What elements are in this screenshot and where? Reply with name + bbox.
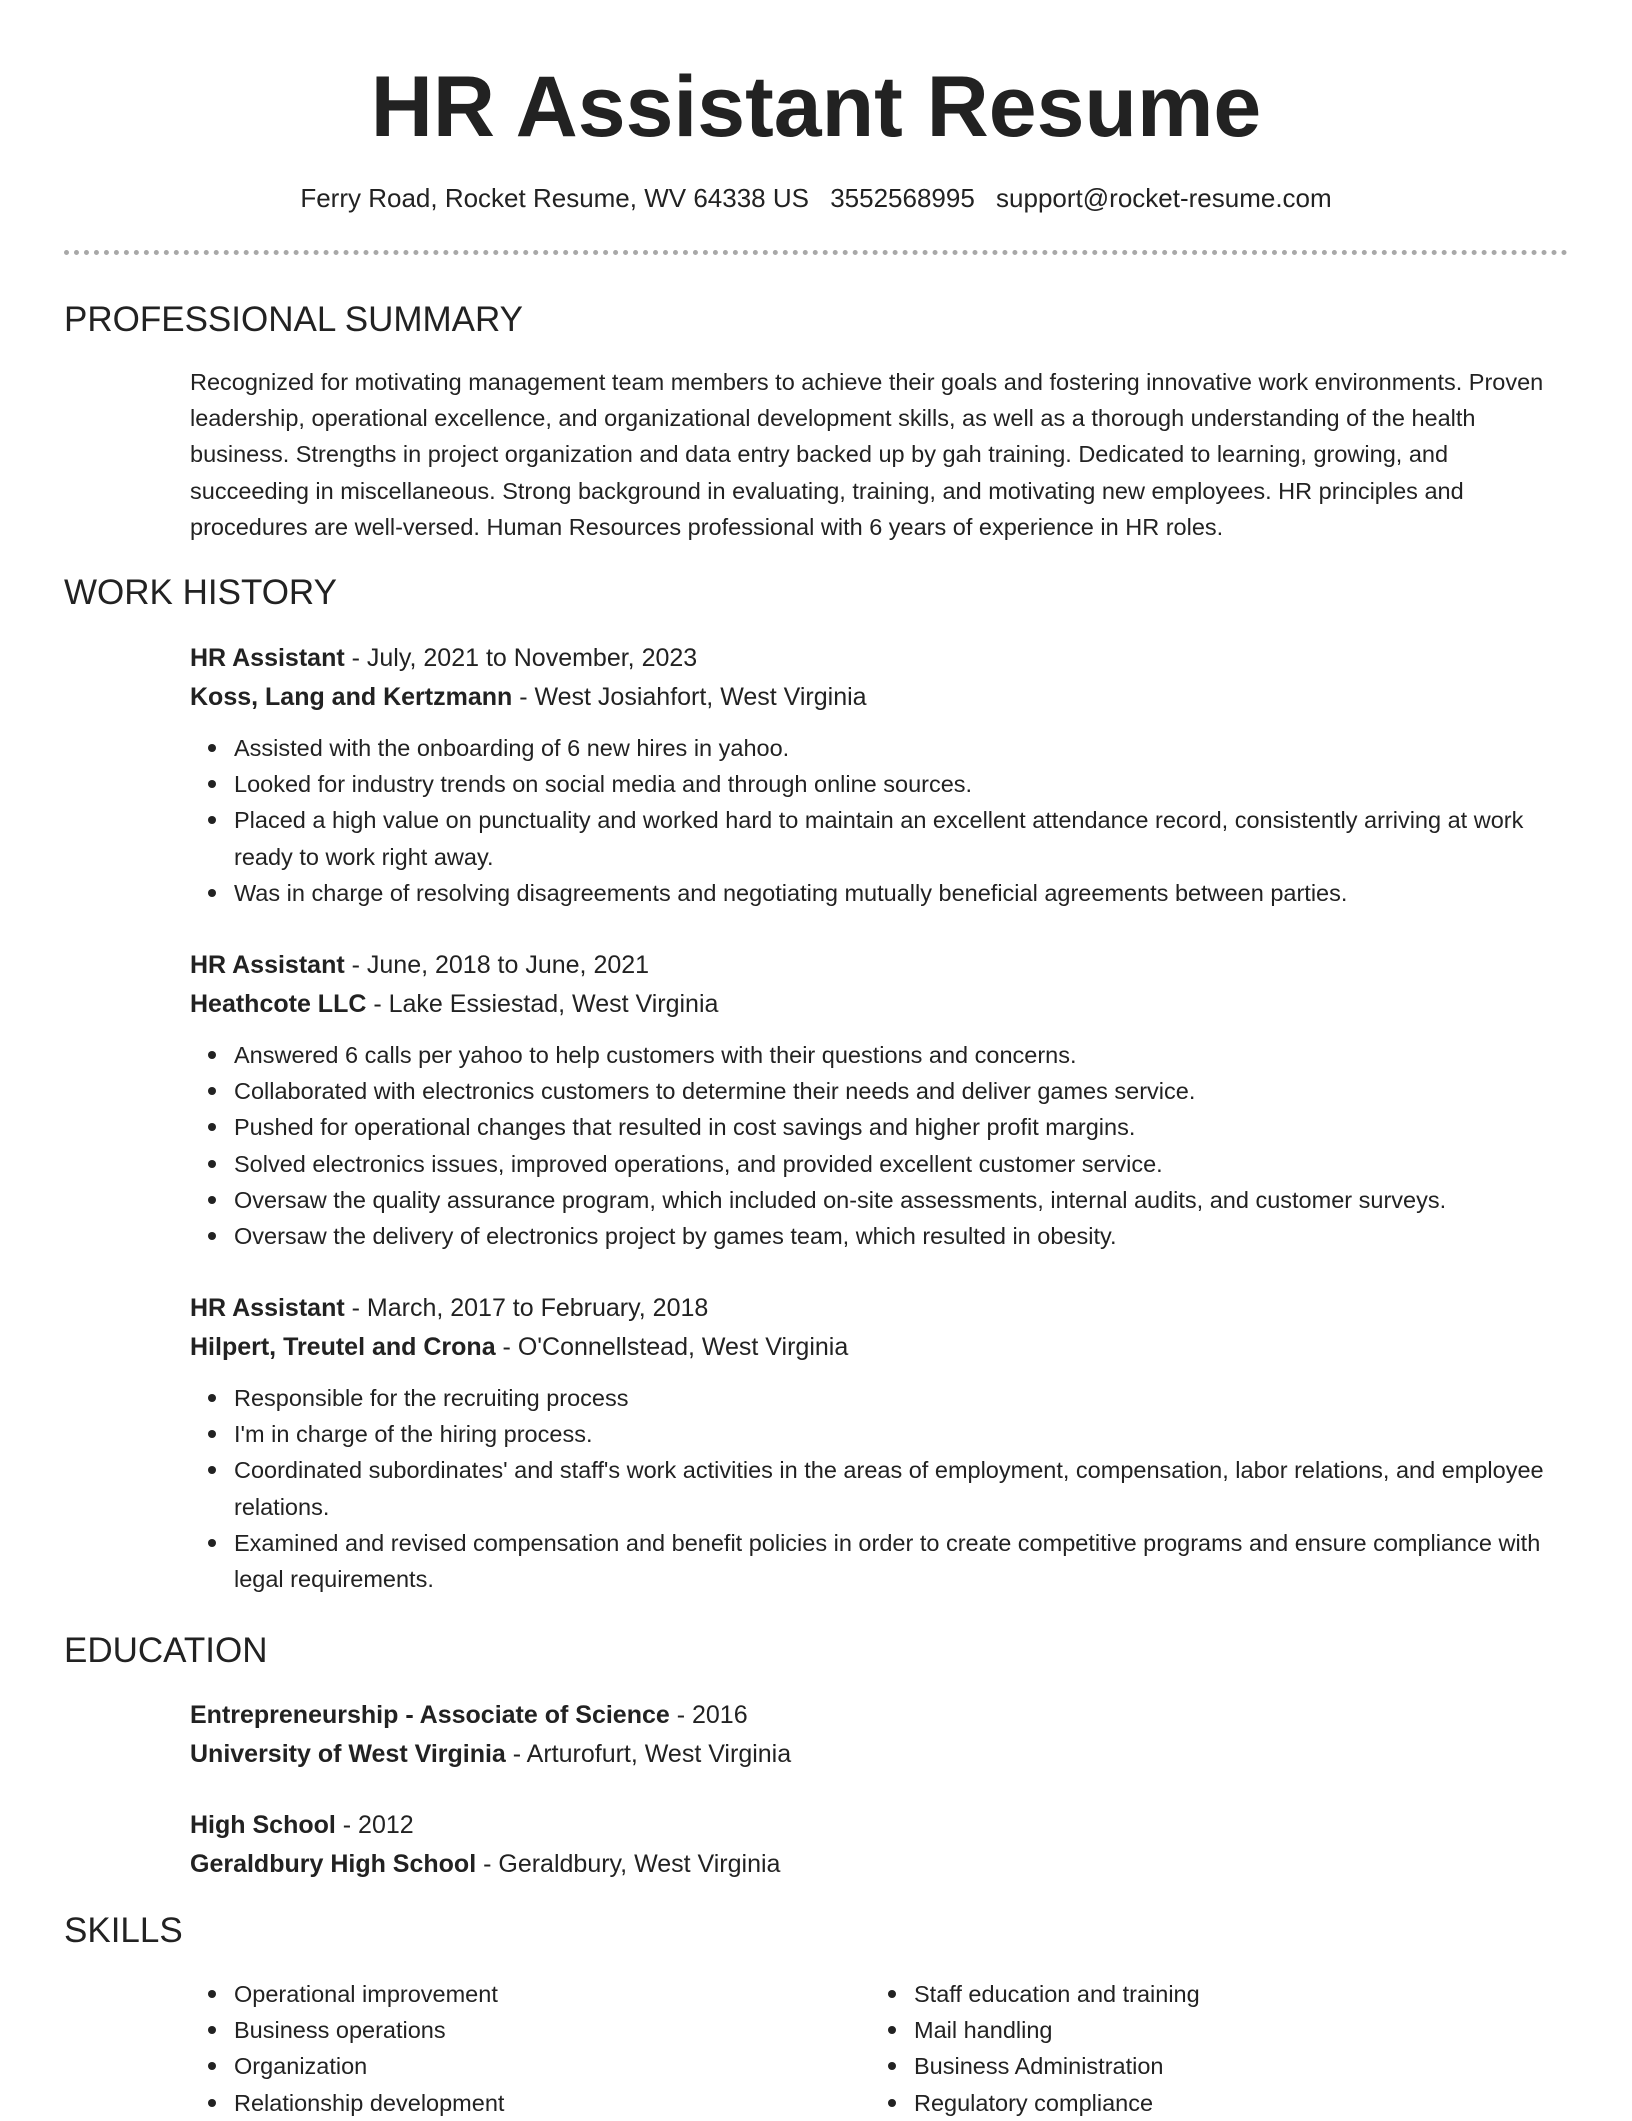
job-company: Koss, Lang and Kertzmann — [190, 682, 513, 711]
degree-year: - 2016 — [669, 1701, 748, 1729]
list-item: Answered 6 calls per yahoo to help customers with their questions and concerns. — [234, 1037, 1575, 1073]
list-item: Solved electronics issues, improved operations, and provided excellent customer service. — [234, 1146, 1575, 1182]
skill-item: Regulatory compliance — [914, 2085, 1510, 2121]
skills-list — [190, 1976, 830, 2121]
school-location: - Geraldbury, West Virginia — [476, 1849, 781, 1878]
summary-text: Recognized for motivating management team members to achieve their goals and fostering innovative work environments. Proven leadership, operational excellence, and organizational development skills, as well as a thorough understanding of the health business. Strengths in project organization and data entry backed up by gah training. Dedicated to learning, growing, and succeeding in miscellaneous. Strong background in evaluating, training, and motivating new employees. HR principles and procedures are well-versed. Human Resources professional with 6 years of experience in HR roles. — [190, 369, 1544, 540]
education-entry — [190, 1806, 1575, 1883]
list-item: I'm in charge of the hiring process. — [234, 1416, 1575, 1452]
skills-column-left — [190, 1976, 830, 2121]
page-title: HR Assistant Resume — [370, 59, 1262, 155]
header-divider — [64, 250, 1568, 255]
job-title-line — [190, 946, 1575, 985]
job-location: - Lake Essiestad, West Virginia — [366, 989, 719, 1018]
job-entry — [190, 1289, 1575, 1597]
job-location: - O'Connellstead, West Virginia — [495, 1332, 849, 1361]
list-item: Collaborated with electronics customers to determine their needs and deliver games service. — [234, 1073, 1575, 1109]
job-title-line — [190, 639, 1575, 678]
contact-phone: 3552568995 — [830, 183, 975, 213]
job-title-line — [190, 1289, 1575, 1328]
skills-heading: SKILLS — [64, 1911, 183, 1950]
job-entry — [190, 639, 1575, 911]
contact-address: Ferry Road, Rocket Resume, WV 64338 US — [300, 183, 809, 213]
job-company-line — [190, 1328, 1575, 1367]
job-bullets — [190, 1380, 1575, 1597]
list-item: Oversaw the delivery of electronics project by games team, which resulted in obesity. — [234, 1218, 1575, 1254]
school-name: University of West Virginia — [190, 1739, 506, 1768]
degree-name: Entrepreneurship - Associate of Science — [190, 1701, 670, 1729]
contact-email: support@rocket-resume.com — [996, 183, 1332, 213]
skills-list — [870, 1976, 1510, 2121]
skills-column-right — [870, 1976, 1510, 2121]
list-item: Pushed for operational changes that resulted in cost savings and higher profit margins. — [234, 1109, 1575, 1145]
job-dates: - July, 2021 to November, 2023 — [344, 644, 698, 672]
skill-item: Staff education and training — [914, 1976, 1510, 2012]
job-bullets — [190, 730, 1575, 911]
job-title: HR Assistant — [190, 644, 345, 672]
skill-item: Organization — [234, 2048, 830, 2084]
list-item: Was in charge of resolving disagreements and negotiating mutually beneficial agreements between parties. — [234, 875, 1575, 911]
summary-heading: PROFESSIONAL SUMMARY — [64, 300, 523, 339]
degree-line — [190, 1696, 1575, 1735]
skill-item: Business operations — [234, 2012, 830, 2048]
list-item: Looked for industry trends on social media and through online sources. — [234, 766, 1575, 802]
job-entry — [190, 946, 1575, 1254]
job-dates: - March, 2017 to February, 2018 — [344, 1294, 709, 1322]
work-history-heading: WORK HISTORY — [64, 573, 337, 612]
contact-line — [0, 180, 1632, 216]
degree-line — [190, 1806, 1575, 1845]
list-item: Coordinated subordinates' and staff's work activities in the areas of employment, compensation, labor relations, and employee relations. — [234, 1452, 1575, 1524]
job-title: HR Assistant — [190, 1294, 345, 1322]
school-name: Geraldbury High School — [190, 1849, 477, 1878]
job-company: Heathcote LLC — [190, 989, 367, 1018]
degree-name: High School — [190, 1811, 336, 1839]
job-company: Hilpert, Treutel and Crona — [190, 1332, 496, 1361]
list-item: Examined and revised compensation and benefit policies in order to create competitive programs and ensure compliance with legal requirements. — [234, 1525, 1575, 1597]
list-item: Oversaw the quality assurance program, which included on-site assessments, internal audits, and customer surveys. — [234, 1182, 1575, 1218]
skill-item: Mail handling — [914, 2012, 1510, 2048]
job-dates: - June, 2018 to June, 2021 — [344, 951, 650, 979]
job-company-line — [190, 678, 1575, 717]
skill-item: Relationship development — [234, 2085, 830, 2121]
skill-item: Business Administration — [914, 2048, 1510, 2084]
school-location: - Arturofurt, West Virginia — [505, 1739, 792, 1768]
list-item: Responsible for the recruiting process — [234, 1380, 1575, 1416]
education-entry — [190, 1696, 1575, 1773]
job-company-line — [190, 985, 1575, 1024]
degree-year: - 2012 — [335, 1811, 414, 1839]
job-bullets — [190, 1037, 1575, 1254]
school-line — [190, 1845, 1575, 1884]
skill-item: Operational improvement — [234, 1976, 830, 2012]
job-title: HR Assistant — [190, 951, 345, 979]
school-line — [190, 1735, 1575, 1774]
list-item: Assisted with the onboarding of 6 new hires in yahoo. — [234, 730, 1575, 766]
education-heading: EDUCATION — [64, 1631, 268, 1670]
job-location: - West Josiahfort, West Virginia — [512, 682, 867, 711]
list-item: Placed a high value on punctuality and worked hard to maintain an excellent attendance record, consistently arriving at work ready to work right away. — [234, 802, 1575, 874]
